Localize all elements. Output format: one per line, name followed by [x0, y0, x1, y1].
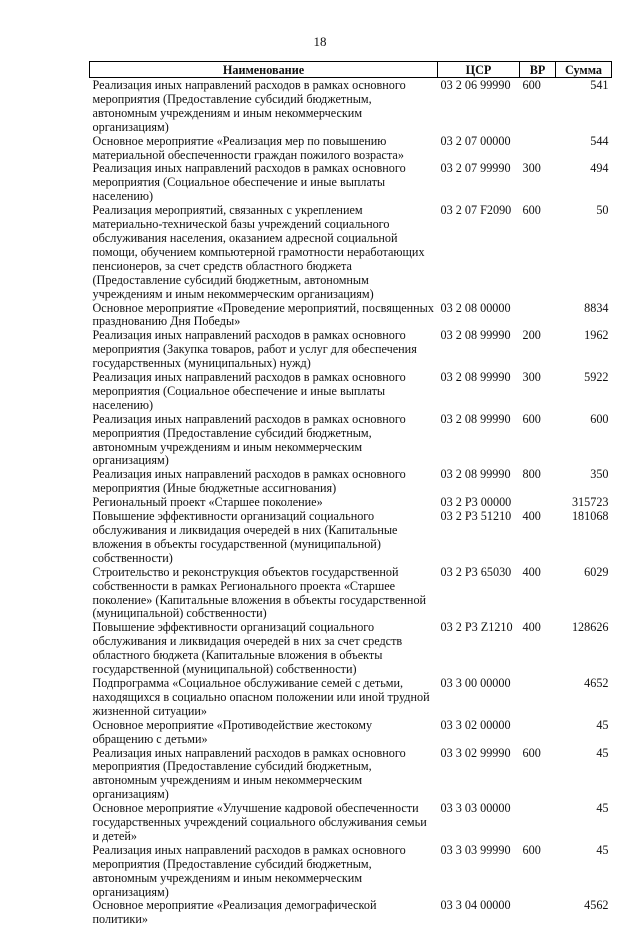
- row-name: Основное мероприятие «Реализация мер по повышению материальной обеспеченности граждан пожилого возраста»: [90, 135, 438, 163]
- row-sum: 544: [556, 135, 612, 163]
- row-sum: 6029: [556, 566, 612, 622]
- row-name: Основное мероприятие «Реализация демографической политики»: [90, 899, 438, 927]
- row-csr: 03 3 03 00000: [438, 802, 520, 844]
- row-csr: 03 3 02 99990: [438, 747, 520, 803]
- row-vr: 400: [520, 566, 556, 622]
- row-sum: 1962: [556, 329, 612, 371]
- table-row: [90, 621, 612, 677]
- budget-table: [89, 61, 612, 927]
- row-vr: 600: [520, 413, 556, 469]
- table-row: [90, 719, 612, 747]
- row-name: Реализация мероприятий, связанных с укреплением материально-технической базы учреждений социального обслуживания населения, оказанием адресной социальной помощи, обучением компьютерной грамотности неработающих пенсионеров, за счет средств областного бюджета (Предоставление субсидий бюджетным, автономным учреждениям и иным некоммерческим организациям): [90, 204, 438, 301]
- table-row: [90, 844, 612, 900]
- table-header: [90, 62, 612, 78]
- table-row: [90, 204, 612, 301]
- row-vr: 600: [520, 844, 556, 900]
- row-sum: 315723: [556, 496, 612, 510]
- row-sum: 50: [556, 204, 612, 301]
- table-row: [90, 413, 612, 469]
- row-csr: 03 2 P3 00000: [438, 496, 520, 510]
- row-name: Повышение эффективности организаций социального обслуживания и ликвидация очередей в них (Капитальные вложения в объекты государственной (муниципальной) собственности): [90, 510, 438, 566]
- row-csr: 03 3 00 00000: [438, 677, 520, 719]
- table-row: [90, 802, 612, 844]
- header-csr: ЦСР: [438, 62, 520, 78]
- row-csr: 03 2 08 99990: [438, 468, 520, 496]
- table-row: [90, 78, 612, 135]
- header-sum: Сумма: [556, 62, 612, 78]
- table-row: [90, 899, 612, 927]
- row-sum: 600: [556, 413, 612, 469]
- table-row: [90, 510, 612, 566]
- row-vr: [520, 496, 556, 510]
- table-row: [90, 302, 612, 330]
- header-vr: ВР: [520, 62, 556, 78]
- table-row: [90, 329, 612, 371]
- table-row: [90, 747, 612, 803]
- row-csr: 03 2 08 99990: [438, 413, 520, 469]
- row-sum: 128626: [556, 621, 612, 677]
- row-csr: 03 2 P3 Z1210: [438, 621, 520, 677]
- row-vr: [520, 802, 556, 844]
- table-row: [90, 135, 612, 163]
- table-row: [90, 162, 612, 204]
- table-row: [90, 496, 612, 510]
- row-vr: [520, 135, 556, 163]
- row-csr: 03 2 07 99990: [438, 162, 520, 204]
- row-sum: 45: [556, 719, 612, 747]
- row-csr: 03 3 04 00000: [438, 899, 520, 927]
- row-vr: 300: [520, 371, 556, 413]
- row-sum: 45: [556, 747, 612, 803]
- row-sum: 45: [556, 802, 612, 844]
- table-row: [90, 371, 612, 413]
- row-name: Подпрограмма «Социальное обслуживание семей с детьми, находящихся в социально опасном положении или иной трудной жизненной ситуации»: [90, 677, 438, 719]
- row-sum: 494: [556, 162, 612, 204]
- row-csr: 03 2 06 99990: [438, 78, 520, 135]
- row-name: Реализация иных направлений расходов в рамках основного мероприятия (Иные бюджетные ассигнования): [90, 468, 438, 496]
- row-sum: 181068: [556, 510, 612, 566]
- row-csr: 03 2 08 99990: [438, 371, 520, 413]
- row-sum: 350: [556, 468, 612, 496]
- row-sum: 5922: [556, 371, 612, 413]
- row-vr: 800: [520, 468, 556, 496]
- row-vr: [520, 899, 556, 927]
- row-sum: 4652: [556, 677, 612, 719]
- row-csr: 03 2 07 00000: [438, 135, 520, 163]
- row-sum: 8834: [556, 302, 612, 330]
- row-vr: 200: [520, 329, 556, 371]
- row-vr: 400: [520, 510, 556, 566]
- row-csr: 03 2 08 99990: [438, 329, 520, 371]
- row-vr: 600: [520, 78, 556, 135]
- table-row: [90, 468, 612, 496]
- row-vr: 300: [520, 162, 556, 204]
- row-vr: 600: [520, 204, 556, 301]
- row-name: Строительство и реконструкция объектов государственной собственности в рамках Регионального проекта «Старшее поколение» (Капитальные вложения в объекты государственной (муниципальной) собственности): [90, 566, 438, 622]
- row-name: Основное мероприятие «Проведение мероприятий, посвященных празднованию Дня Победы»: [90, 302, 438, 330]
- table-row: [90, 566, 612, 622]
- row-sum: 45: [556, 844, 612, 900]
- row-vr: [520, 302, 556, 330]
- row-csr: 03 2 07 F2090: [438, 204, 520, 301]
- row-name: Реализация иных направлений расходов в рамках основного мероприятия (Предоставление субсидий бюджетным, автономным учреждениям и иным некоммерческим организациям): [90, 413, 438, 469]
- row-csr: 03 2 P3 51210: [438, 510, 520, 566]
- page-number: 18: [0, 34, 640, 50]
- row-name: Реализация иных направлений расходов в рамках основного мероприятия (Закупка товаров, работ и услуг для обеспечения государственных (муниципальных) нужд): [90, 329, 438, 371]
- row-csr: 03 2 08 00000: [438, 302, 520, 330]
- table-row: [90, 677, 612, 719]
- row-vr: 600: [520, 747, 556, 803]
- row-name: Повышение эффективности организаций социального обслуживания и ликвидация очередей в них за счет средств областного бюджета (Капитальные вложения в объекты государственной (муниципальной) собственности): [90, 621, 438, 677]
- header-name: Наименование: [90, 62, 438, 78]
- row-sum: 541: [556, 78, 612, 135]
- row-csr: 03 3 03 99990: [438, 844, 520, 900]
- row-csr: 03 2 P3 65030: [438, 566, 520, 622]
- row-name: Реализация иных направлений расходов в рамках основного мероприятия (Предоставление субсидий бюджетным, автономным учреждениям и иным некоммерческим организациям): [90, 747, 438, 803]
- row-name: Реализация иных направлений расходов в рамках основного мероприятия (Социальное обеспечение и иные выплаты населению): [90, 371, 438, 413]
- row-name: Реализация иных направлений расходов в рамках основного мероприятия (Предоставление субсидий бюджетным, автономным учреждениям и иным некоммерческим организациям): [90, 844, 438, 900]
- row-vr: [520, 719, 556, 747]
- table-body: [90, 78, 612, 927]
- row-name: Основное мероприятие «Противодействие жестокому обращению с детьми»: [90, 719, 438, 747]
- row-name: Реализация иных направлений расходов в рамках основного мероприятия (Предоставление субсидий бюджетным, автономным учреждениям и иным некоммерческим организациям): [90, 78, 438, 135]
- row-sum: 4562: [556, 899, 612, 927]
- row-vr: [520, 677, 556, 719]
- row-vr: 400: [520, 621, 556, 677]
- row-name: Региональный проект «Старшее поколение»: [90, 496, 438, 510]
- row-name: Основное мероприятие «Улучшение кадровой обеспеченности государственных учреждений социального обслуживания семьи и детей»: [90, 802, 438, 844]
- row-csr: 03 3 02 00000: [438, 719, 520, 747]
- row-name: Реализация иных направлений расходов в рамках основного мероприятия (Социальное обеспечение и иные выплаты населению): [90, 162, 438, 204]
